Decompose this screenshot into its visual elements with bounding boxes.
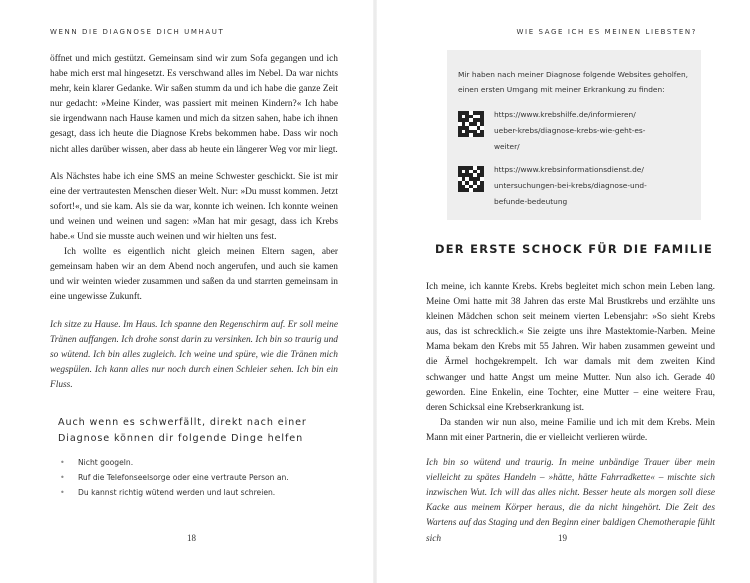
page-number-left: 18 — [187, 533, 196, 543]
section-title: DER ERSTE SCHOCK FÜR DIE FAMILIE — [434, 242, 714, 256]
link-url[interactable] — [494, 162, 699, 211]
bullet-icon: • — [60, 472, 65, 482]
url-line: https://www.krebsinformationsdienst.de/ — [494, 165, 644, 174]
infobox-intro: Mir haben nach meiner Diagnose folgende Websites geholfen, einen ersten Umgang mit meiner Erkrankung zu finden: — [458, 70, 688, 95]
body-paragraph: öffnet und mich gestützt. Gemeinsam sind wir zum Sofa gegangen und ich habe mich erst mal hingesetzt. Es verschwand alles im Nebel. Da war nichts mehr, kein klarer Gedanke. Wir saßen stumm da und ich habe die ganze Zeit nur gedacht: »Meine Kinder, was passiert mit meinen Kindern?« Ich habe sie irgendwann nach Hause kamen und mich da sitzen sahen, habe ich ihnen gesagt, dass ich heute die Diagnose Krebs bekommen habe. Dass wir noch nicht alles darüber wissen, aber dass ab heute ein längerer Weg vor mir liegt. — [50, 54, 338, 155]
url-line: ueber-krebs/diagnose-krebs-wie-geht-es- — [494, 126, 646, 136]
tip-text: Du kannst richtig wütend werden und laut schreien. — [78, 487, 276, 497]
running-head-right: WIE SAGE ICH ES MEINEN LIEBSTEN? — [516, 28, 697, 36]
left-text-column — [50, 52, 338, 500]
tip-text: Ruf die Telefonseelsorge oder eine vertraute Person an. — [78, 472, 289, 482]
qr-code-icon[interactable] — [458, 111, 484, 137]
list-item — [58, 470, 338, 485]
link-url[interactable] — [494, 107, 699, 156]
right-text-column — [426, 280, 715, 547]
running-head-left: WENN DIE DIAGNOSE DICH UMHAUT — [50, 28, 225, 36]
italic-paragraph: Ich bin so wütend und traurig. In meine unbändige Trauer über mein vielleicht zu spätes Handeln – »hätte, hätte Fahrradkette« – mischte sich inzwischen Wut. Ich will das alles nicht. Besser heute als morgen soll diese Kacke aus meinem Körper heraus, die da nicht hingehört. Die Zeit des Wartens auf das Staging und den Beginn einer baldigen Chemotherapie fühlt sich — [426, 458, 715, 544]
body-paragraph: Als Nächstes habe ich eine SMS an meine Schwester geschickt. Sie ist mir eine der vertrautesten Menschen dieser Welt. Nur: »Du musst kommen. Jetzt sofort!«, und sie kam. Als sie da war, konnte ich weinen. Ich konnte weinen und weinen und weinen und sagen: »Man hat mir gesagt, dass ich Krebs habe.« Und sie musste auch weinen und wir hielten uns fest. — [50, 171, 338, 243]
website-info-box — [447, 50, 701, 220]
bullet-icon: • — [60, 457, 65, 467]
body-paragraph: Ich meine, ich kannte Krebs. Krebs begleitet mich schon mein Leben lang. Meine Omi hatte mit 38 Jahren das erste Mal Brustkrebs und erzählte uns kleinen Mädchen schon seit meinem vierten Lebensjahr: »So sieht Krebs aus, das ist schrecklich.« Sie zeigte uns ihre Mastektomie-Narben. Meine Mama bekam den Krebs mit 55 Jahren. Wir haben zusammen geweint und die Ärmel hochgekrempelt. Ich war damals mit dem zweiten Kind schwanger und hatte Angst um meine Mutter. Nun also ich. Gerade 40 geworden. Eine Enkelin, eine Tochter, eine Mutter – eine weitere Frau, deren Schicksal eine Krebserkrankung ist. — [426, 282, 715, 413]
url-line: befunde-bedeutung — [494, 197, 568, 207]
url-line: https://www.krebshilfe.de/informieren/ — [494, 110, 636, 119]
right-page — [375, 0, 750, 583]
tip-text: Nicht googeln. — [78, 457, 134, 467]
list-item — [58, 485, 338, 500]
body-paragraph: Da standen wir nun also, meine Familie und ich mit dem Krebs. Mein Mann mit einer Partnerin, die er vielleicht verlieren würde. — [426, 417, 715, 443]
body-paragraph: Ich wollte es eigentlich nicht gleich meinen Eltern sagen, aber gemeinsam haben wir an dem Abend noch angerufen, und auch sie kamen und wir weinten wieder zusammen und saßen da und starrten gemeinsam in eine ungewisse Zukunft. — [50, 247, 338, 303]
url-line: weiter/ — [494, 142, 520, 152]
url-line: untersuchungen-bei-krebs/diagnose-und- — [494, 181, 647, 191]
bullet-icon: • — [60, 487, 65, 497]
tips-heading: Auch wenn es schwerfällt, direkt nach einer Diagnose können dir folgende Dinge helfen — [58, 416, 307, 444]
italic-paragraph: Ich sitze zu Hause. Im Haus. Ich spanne den Regenschirm auf. Er soll meine Tränen auffangen. Ich drohe sonst darin zu versinken. Ich bin so traurig und so wütend. Ich bin alles zugleich. Ich weine und spüre, wie die Tränen mich wegspülen. Ich kann alles nur noch durch einen Schleier sehen. Ich bin ein Fluss. — [50, 319, 338, 390]
qr-code-icon[interactable] — [458, 166, 484, 192]
tips-list — [50, 455, 338, 500]
list-item — [58, 455, 338, 470]
page-number-right: 19 — [558, 533, 567, 543]
